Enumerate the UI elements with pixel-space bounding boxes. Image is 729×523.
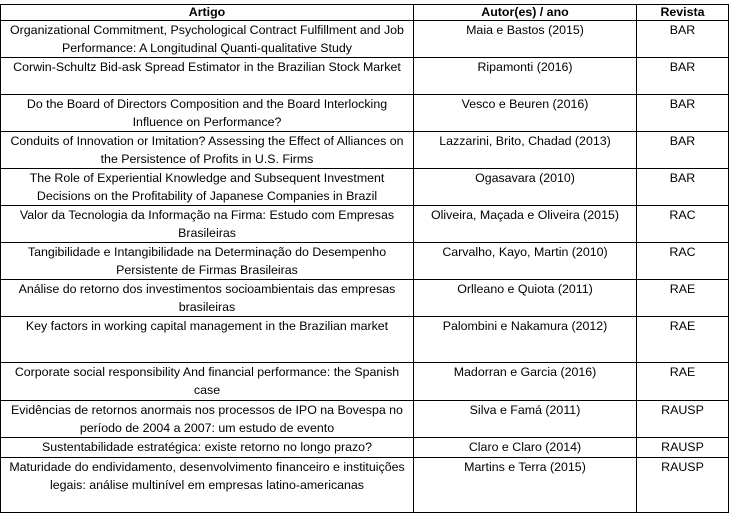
header-row: [1, 5, 729, 21]
header-artigo: Artigo: [1, 5, 414, 21]
cell-autor: Vesco e Beuren (2016): [414, 95, 637, 132]
table-body: [1, 21, 729, 513]
cell-revista: BAR: [637, 132, 729, 169]
articles-table: [0, 4, 729, 513]
table-row: [1, 401, 729, 438]
cell-artigo: Do the Board of Directors Composition and the Board Interlocking Influence on Performance?: [1, 95, 414, 132]
cell-autor: Ogasavara (2010): [414, 169, 637, 206]
table-row: [1, 58, 729, 95]
cell-autor: Silva e Famá (2011): [414, 401, 637, 438]
header-revista: Revista: [637, 5, 729, 21]
cell-autor: Orlleano e Quiota (2011): [414, 280, 637, 317]
cell-revista: RAC: [637, 243, 729, 280]
cell-revista: RAC: [637, 206, 729, 243]
table-row: [1, 280, 729, 317]
cell-revista: RAE: [637, 317, 729, 363]
table-row: [1, 21, 729, 58]
cell-artigo: Corporate social responsibility And financial performance: the Spanish case: [1, 363, 414, 401]
cell-artigo: Conduits of Innovation or Imitation? Assessing the Effect of Alliances on the Persistence of Profits in U.S. Firms: [1, 132, 414, 169]
cell-artigo: Maturidade do endividamento, desenvolvimento financeiro e instituições legais: análise multinível em empresas latino-americanas: [1, 458, 414, 513]
table-row: [1, 317, 729, 363]
cell-autor: Palombini e Nakamura (2012): [414, 317, 637, 363]
cell-autor: Maia e Bastos (2015): [414, 21, 637, 58]
cell-revista: BAR: [637, 58, 729, 95]
cell-revista: BAR: [637, 95, 729, 132]
cell-artigo: Organizational Commitment, Psychological Contract Fulfillment and Job Performance: A Longitudinal Quanti-qualitative Study: [1, 21, 414, 58]
table-row: [1, 243, 729, 280]
cell-revista: RAE: [637, 363, 729, 401]
cell-autor: Ripamonti (2016): [414, 58, 637, 95]
table-row: [1, 169, 729, 206]
cell-autor: Lazzarini, Brito, Chadad (2013): [414, 132, 637, 169]
cell-revista: RAUSP: [637, 438, 729, 458]
cell-revista: RAUSP: [637, 401, 729, 438]
table-row: [1, 132, 729, 169]
cell-artigo: Evidências de retornos anormais nos processos de IPO na Bovespa no período de 2004 a 2007: um estudo de evento: [1, 401, 414, 438]
cell-autor: Oliveira, Maçada e Oliveira (2015): [414, 206, 637, 243]
cell-artigo: Sustentabilidade estratégica: existe retorno no longo prazo?: [1, 438, 414, 458]
header-autor: Autor(es) / ano: [414, 5, 637, 21]
table-row: [1, 206, 729, 243]
cell-artigo: Key factors in working capital management in the Brazilian market: [1, 317, 414, 363]
table-row: [1, 458, 729, 513]
cell-autor: Claro e Claro (2014): [414, 438, 637, 458]
table-row: [1, 363, 729, 401]
cell-artigo: Análise do retorno dos investimentos socioambientais das empresas brasileiras: [1, 280, 414, 317]
cell-autor: Madorran e Garcia (2016): [414, 363, 637, 401]
cell-artigo: Corwin-Schultz Bid-ask Spread Estimator in the Brazilian Stock Market: [1, 58, 414, 95]
cell-revista: BAR: [637, 169, 729, 206]
cell-autor: Martins e Terra (2015): [414, 458, 637, 513]
cell-artigo: Valor da Tecnologia da Informação na Firma: Estudo com Empresas Brasileiras: [1, 206, 414, 243]
cell-autor: Carvalho, Kayo, Martin (2010): [414, 243, 637, 280]
cell-artigo: The Role of Experiential Knowledge and Subsequent Investment Decisions on the Profitability of Japanese Companies in Brazil: [1, 169, 414, 206]
cell-artigo: Tangibilidade e Intangibilidade na Determinação do Desempenho Persistente de Firmas Brasileiras: [1, 243, 414, 280]
cell-revista: RAUSP: [637, 458, 729, 513]
cell-revista: RAE: [637, 280, 729, 317]
table-row: [1, 95, 729, 132]
cell-revista: BAR: [637, 21, 729, 58]
table-row: [1, 438, 729, 458]
